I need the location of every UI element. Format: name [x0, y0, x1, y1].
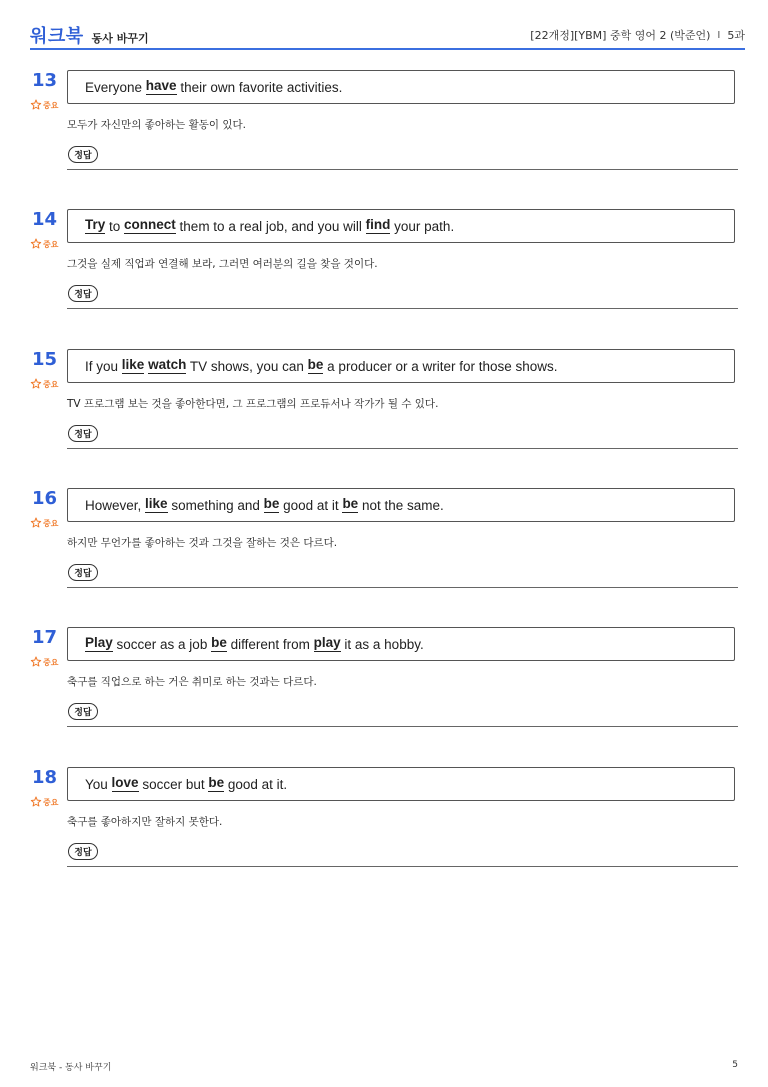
sentence-text: something and [167, 497, 264, 513]
star-icon [30, 99, 42, 111]
target-verb: play [313, 635, 341, 651]
answer-line [67, 866, 738, 867]
page-number: 5 [732, 1060, 738, 1070]
sentence-text: However, [85, 497, 146, 513]
question-sentence-box [67, 349, 735, 383]
sentence-text: their own favorite activities. [176, 79, 343, 95]
page-header [30, 22, 745, 50]
star-icon [30, 238, 42, 250]
question-sentence-box [67, 209, 735, 243]
korean-translation: 하지만 무언가를 좋아하는 것과 그것을 잘하는 것은 다르다. [67, 537, 338, 549]
answer-line [67, 726, 738, 727]
importance-badge [30, 796, 58, 808]
korean-translation: TV 프로그램 보는 것을 좋아한다면, 그 프로그램의 프로듀서나 작가가 될 수 있다. [67, 398, 439, 410]
exercise-item [30, 488, 738, 589]
question-sentence-box [67, 70, 735, 104]
exercise-item [30, 627, 738, 728]
importance-label: 중요 [43, 239, 59, 249]
importance-badge [30, 238, 58, 250]
importance-badge [30, 656, 58, 668]
question-number: 17 [32, 627, 58, 648]
target-verb: Try [85, 217, 106, 233]
answer-button[interactable]: 정답 [68, 146, 98, 163]
question-number: 16 [32, 488, 58, 509]
star-icon [30, 378, 42, 390]
sentence-text: TV shows, you can [186, 358, 308, 374]
importance-label: 중요 [43, 518, 59, 528]
target-verb: have [145, 78, 177, 94]
target-verb: like [121, 357, 145, 373]
sentence-text: soccer but [138, 776, 209, 792]
question-number: 13 [32, 70, 58, 91]
exercise-item [30, 767, 738, 868]
korean-translation: 축구를 직업으로 하는 거은 취미로 하는 것과는 다르다. [67, 676, 317, 688]
target-verb: be [211, 635, 227, 651]
workbook-subtitle: 동사 바꾸기 [91, 32, 149, 45]
question-number: 18 [32, 767, 58, 788]
sentence-text: good at it [279, 497, 343, 513]
importance-label: 중요 [43, 379, 59, 389]
answer-line [67, 308, 738, 309]
sentence-text: it as a hobby. [340, 636, 424, 652]
target-verb: Play [85, 635, 113, 651]
answer-line [67, 587, 738, 588]
target-verb: connect [124, 217, 176, 233]
sentence-text: a producer or a writer for those shows. [323, 358, 558, 374]
answer-line [67, 169, 738, 170]
sentence-text: them to a real job, and you will [175, 218, 366, 234]
sentence-text: different from [226, 636, 314, 652]
page-footer [30, 1060, 738, 1073]
exercise-item [30, 209, 738, 310]
target-verb: like [145, 496, 168, 512]
answer-button[interactable]: 정답 [68, 425, 98, 442]
importance-label: 중요 [43, 797, 59, 807]
target-verb: find [365, 217, 391, 233]
exercise-item [30, 349, 738, 450]
workbook-logo: 워크북 [30, 26, 84, 47]
star-icon [30, 656, 42, 668]
question-sentence-box [67, 627, 735, 661]
importance-label: 중요 [43, 657, 59, 667]
sentence-text: good at it. [224, 776, 288, 792]
target-verb: be [342, 496, 359, 512]
lesson-label: 5과 [727, 29, 745, 42]
question-number: 14 [32, 209, 58, 230]
sentence-text: your path. [390, 218, 455, 234]
answer-button[interactable]: 정답 [68, 564, 98, 581]
answer-line [67, 448, 738, 449]
importance-badge [30, 517, 58, 529]
target-verb: be [208, 775, 225, 791]
korean-translation: 모두가 자신만의 좋아하는 활동이 있다. [67, 119, 246, 131]
target-verb: watch [148, 357, 187, 373]
importance-badge [30, 378, 58, 390]
sentence-text: to [105, 218, 125, 234]
korean-translation: 축구를 좋아하지만 잘하지 못한다. [67, 816, 223, 828]
answer-button[interactable]: 정답 [68, 843, 98, 860]
answer-button[interactable]: 정답 [68, 285, 98, 302]
importance-badge [30, 99, 58, 111]
exercise-item [30, 70, 738, 171]
sentence-text: You [85, 776, 112, 792]
brand [30, 22, 149, 48]
answer-button[interactable]: 정답 [68, 703, 98, 720]
sentence-text: soccer as a job [112, 636, 212, 652]
course-info [530, 27, 745, 43]
question-sentence-box [67, 767, 735, 801]
separator: I [717, 29, 721, 41]
question-number: 15 [32, 349, 58, 370]
question-sentence-box [67, 488, 735, 522]
target-verb: be [263, 496, 280, 512]
course-title: [22개정][YBM] 중학 영어 2 (박준언) [530, 29, 711, 42]
sentence-text: not the same. [358, 497, 444, 513]
target-verb: be [307, 357, 324, 373]
importance-label: 중요 [43, 100, 59, 110]
footer-title: 워크북 - 동사 바꾸기 [30, 1063, 112, 1073]
korean-translation: 그것을 실제 직업과 연결해 보라, 그러면 여러분의 길을 찾을 것이다. [67, 258, 378, 270]
sentence-text: If you [85, 358, 122, 374]
star-icon [30, 517, 42, 529]
target-verb: love [111, 775, 139, 791]
sentence-text: Everyone [85, 79, 146, 95]
star-icon [30, 796, 42, 808]
